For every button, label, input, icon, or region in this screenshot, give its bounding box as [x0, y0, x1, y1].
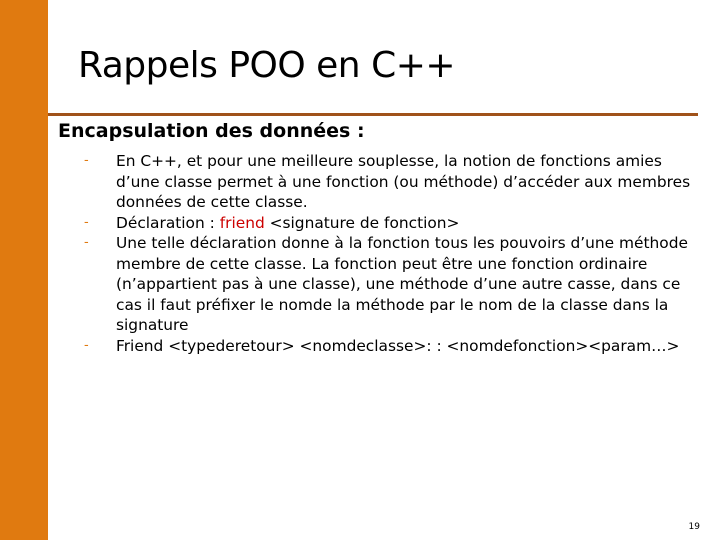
friend-keyword: friend	[219, 213, 265, 232]
bullet-text: Une telle déclaration donne à la fonction tous les pouvoirs d’une méthode membre de cette classe. La fonction peut être une fonction ordinaire (n’appartient pas à une classe), une méthode d’une autre casse, dans ce cas il faut préfixer le nomde la méthode par le nom de la classe dans la signature	[116, 234, 688, 334]
bullet-dash-icon: -	[84, 337, 89, 353]
bullet-item	[84, 233, 710, 336]
slide-sidebar-accent	[0, 0, 48, 540]
bullet-list	[84, 151, 710, 356]
bullet-text-suffix: <signature de fonction>	[264, 213, 460, 232]
bullet-text: Friend <typederetour> <nomdeclasse>: : <nomdefonction><param…>	[116, 336, 680, 355]
page-number: 19	[688, 522, 700, 532]
bullet-item	[84, 213, 710, 234]
slide-title: Rappels POO en C++	[78, 45, 456, 86]
bullet-dash-icon: -	[84, 235, 89, 250]
bullet-item	[84, 336, 710, 357]
bullet-dash-icon: -	[84, 214, 89, 230]
bullet-dash-icon: -	[84, 153, 89, 168]
title-divider	[48, 113, 698, 116]
bullet-text: En C++, et pour une meilleure souplesse, la notion de fonctions amies d’une classe permet à une fonction (ou méthode) d’accéder aux membres données de cette classe.	[116, 152, 691, 211]
slide-subtitle: Encapsulation des données :	[58, 120, 365, 142]
bullet-text-prefix: Déclaration :	[116, 213, 220, 232]
bullet-item	[84, 151, 710, 213]
